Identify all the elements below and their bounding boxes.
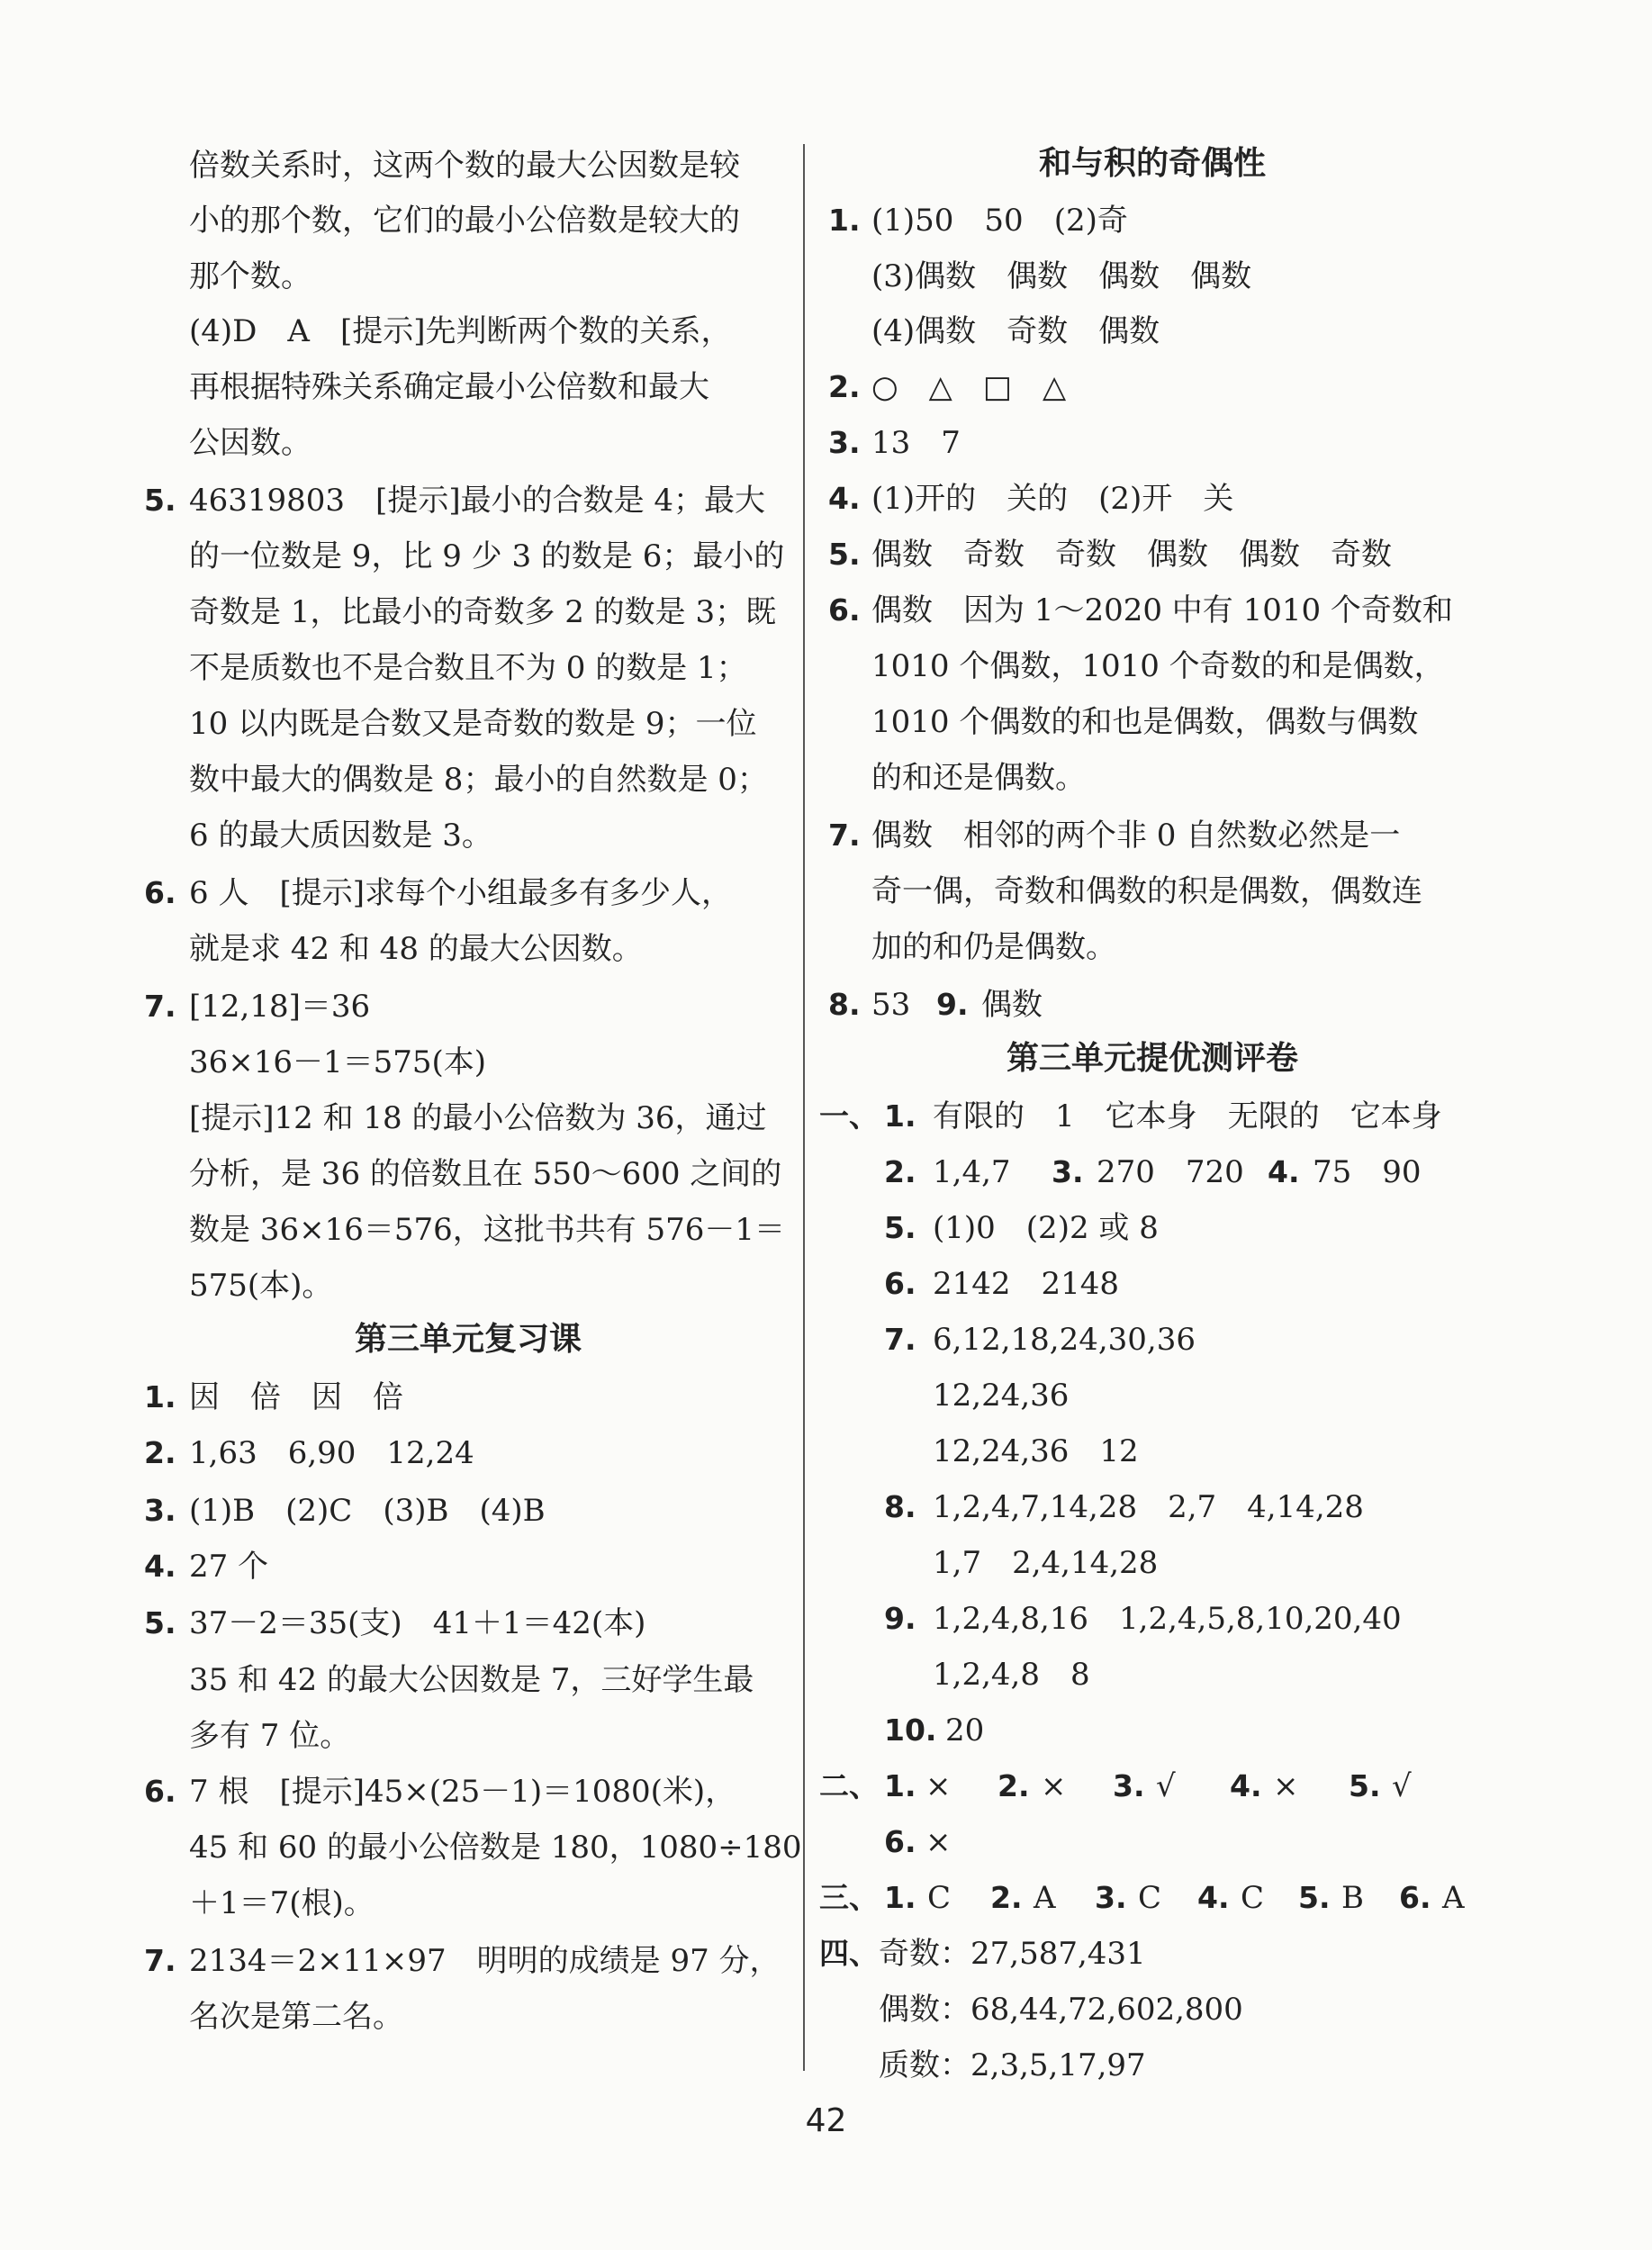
answer-line: 数中最大的偶数是 8；最小的自然数是 0；	[189, 762, 768, 798]
answer-line: 就是求 42 和 48 的最大公因数。	[189, 931, 643, 967]
answer-line: 1,7 2,4,14,28	[933, 1545, 1159, 1581]
answer-line: [12,18]＝36	[189, 989, 371, 1025]
question-number: 6.	[1399, 1880, 1431, 1915]
question-number: 3.	[1113, 1768, 1145, 1803]
answer-line: 偶数：68,44,72,602,800	[879, 1992, 1243, 2028]
answer-line: 1,2,4,8 8	[933, 1657, 1090, 1693]
question-number: 4.	[828, 481, 861, 516]
answer-line: 偶数	[981, 987, 1043, 1023]
question-number: 6.	[144, 875, 176, 910]
answer-line: 75 90	[1313, 1154, 1422, 1190]
question-number: 8.	[828, 987, 861, 1022]
answer-line: (1)开的 关的 (2)开 关	[871, 481, 1234, 517]
answer-line: 1,2,4,7,14,28 2,7 4,14,28	[933, 1489, 1364, 1525]
answer-line: 分析，是 36 的倍数且在 550～600 之间的	[189, 1156, 782, 1192]
answer-line: 53	[871, 987, 911, 1023]
answer-line: [提示]12 和 18 的最小公倍数为 36，通过	[189, 1100, 767, 1136]
answer-line: 奇一偶，奇数和偶数的积是偶数，偶数连	[871, 873, 1422, 909]
answer-line: ＋1＝7(根)。	[189, 1885, 375, 1921]
answer-line: 6,12,18,24,30,36	[933, 1322, 1196, 1358]
answer-line: 46319803 [提示]最小的合数是 4；最大	[189, 483, 766, 519]
answer-mark: ×	[1273, 1768, 1299, 1804]
question-number: 2.	[828, 369, 861, 404]
answer-line: (3)偶数 偶数 偶数 偶数	[871, 258, 1252, 294]
answer-mark: ×	[925, 1824, 952, 1860]
answer-mark: ×	[925, 1768, 952, 1804]
question-number: 3.	[144, 1493, 176, 1528]
question-number: 1.	[144, 1379, 176, 1414]
answer-line: 偶数 因为 1～2020 中有 1010 个奇数和	[871, 592, 1453, 628]
answer-choice: C	[1138, 1880, 1162, 1916]
answer-line: (1)B (2)C (3)B (4)B	[189, 1493, 546, 1529]
answer-line: 2142 2148	[933, 1266, 1120, 1302]
question-number: 6.	[884, 1824, 916, 1859]
question-number: 5.	[884, 1210, 916, 1245]
answer-choice: C	[927, 1880, 952, 1916]
answer-line: (1)50 50 (2)奇	[871, 203, 1128, 239]
question-number: 1.	[884, 1098, 916, 1134]
text-line: 再根据特殊关系确定最小公倍数和最大	[189, 369, 709, 405]
answer-mark: ×	[1041, 1768, 1067, 1804]
answer-line: (1)0 (2)2 或 8	[933, 1210, 1159, 1246]
question-number: 7.	[828, 818, 861, 853]
question-number: 7.	[884, 1322, 916, 1357]
question-number: 1.	[884, 1768, 916, 1803]
text-line: 倍数关系时，这两个数的最大公因数是较	[189, 148, 740, 184]
question-number: 3.	[1052, 1154, 1084, 1189]
answer-line: 575(本)。	[189, 1268, 333, 1304]
answer-line: 1,2,4,8,16 1,2,4,5,8,10,20,40	[933, 1601, 1402, 1637]
answer-line: ○ △ □ △	[871, 369, 1067, 405]
answer-line: 名次是第二名。	[189, 1999, 403, 2035]
part-label: 四、	[819, 1936, 879, 1971]
question-number: 6.	[884, 1266, 916, 1301]
text-line: 公因数。	[189, 425, 311, 461]
answer-line: 20	[945, 1712, 985, 1748]
answer-line: 2134＝2×11×97 明明的成绩是 97 分，	[189, 1943, 781, 1979]
page-number: 42	[805, 2102, 847, 2139]
answer-line: 奇数：27,587,431	[879, 1936, 1146, 1972]
question-number: 2.	[990, 1880, 1023, 1915]
answer-line: 27 个	[189, 1549, 269, 1585]
question-number: 1.	[828, 203, 861, 238]
question-number: 9.	[884, 1601, 916, 1636]
section-heading: 第三单元复习课	[354, 1321, 582, 1358]
answer-line: 不是质数也不是合数且不为 0 的数是 1；	[189, 650, 747, 686]
question-number: 3.	[828, 425, 861, 460]
answer-line: 1,63 6,90 12,24	[189, 1435, 474, 1471]
question-number: 6.	[828, 592, 861, 628]
answer-line: 数是 36×16＝576，这批书共有 576－1＝	[189, 1212, 786, 1248]
question-number: 4.	[144, 1549, 176, 1584]
text-line: (4)D A [提示]先判断两个数的关系，	[189, 313, 732, 349]
answer-choice: C	[1241, 1880, 1265, 1916]
answer-line: (4)偶数 奇数 偶数	[871, 313, 1160, 349]
question-number: 6.	[144, 1774, 176, 1809]
part-label: 三、	[819, 1880, 879, 1915]
question-number: 5.	[828, 537, 861, 572]
answer-line: 12,24,36 12	[933, 1433, 1139, 1469]
text-line: 小的那个数，它们的最小公倍数是较大的	[189, 203, 740, 239]
answer-line: 36×16－1＝575(本)	[189, 1044, 487, 1080]
column-divider	[803, 144, 805, 2071]
question-number: 2.	[884, 1154, 916, 1189]
part-label: 二、	[819, 1768, 879, 1803]
section-heading: 和与积的奇偶性	[1038, 145, 1266, 182]
question-number: 1.	[884, 1880, 916, 1915]
answer-choice: A	[1442, 1880, 1465, 1916]
answer-choice: A	[1034, 1880, 1056, 1916]
question-number: 2.	[144, 1435, 176, 1470]
answer-line: 有限的 1 它本身 无限的 它本身	[933, 1098, 1442, 1134]
answer-line: 10 以内既是合数又是奇数的数是 9；一位	[189, 706, 757, 742]
question-number: 5.	[144, 483, 176, 518]
section-heading: 第三单元提优测评卷	[1006, 1040, 1298, 1077]
answer-line: 加的和仍是偶数。	[871, 929, 1116, 965]
answer-line: 12,24,36	[933, 1378, 1070, 1414]
answer-choice: B	[1341, 1880, 1364, 1916]
answer-line: 奇数是 1，比最小的奇数多 2 的数是 3；既	[189, 594, 777, 630]
answer-line: 45 和 60 的最小公倍数是 180，1080÷180	[189, 1830, 802, 1866]
answer-line: 13 7	[871, 425, 961, 461]
part-label: 一、	[819, 1098, 879, 1134]
question-number: 8.	[884, 1489, 916, 1524]
answer-line: 的和还是偶数。	[871, 760, 1086, 796]
question-number: 5.	[144, 1605, 176, 1640]
question-number: 10.	[884, 1712, 937, 1748]
answer-line: 多有 7 位。	[189, 1718, 351, 1754]
answer-line: 1010 个偶数，1010 个奇数的和是偶数，	[871, 648, 1445, 684]
question-number: 4.	[1197, 1880, 1230, 1915]
question-number: 2.	[998, 1768, 1030, 1803]
answer-line: 37－2＝35(支) 41＋1＝42(本)	[189, 1605, 646, 1641]
answer-line: 因 倍 因 倍	[189, 1379, 403, 1415]
question-number: 7.	[144, 1943, 176, 1978]
text-line: 那个数。	[189, 258, 311, 294]
question-number: 7.	[144, 989, 176, 1024]
answer-line: 偶数 奇数 奇数 偶数 偶数 奇数	[871, 537, 1392, 573]
question-number: 9.	[936, 987, 969, 1022]
answer-line: 6 人 [提示]求每个小组最多有多少人，	[189, 875, 732, 911]
answer-line: 35 和 42 的最大公因数是 7，三好学生最	[189, 1662, 754, 1698]
answer-line: 1010 个偶数的和也是偶数，偶数与偶数	[871, 704, 1419, 740]
question-number: 5.	[1298, 1880, 1331, 1915]
answer-line: 的一位数是 9，比 9 少 3 的数是 6；最小的	[189, 538, 785, 574]
question-number: 4.	[1268, 1154, 1300, 1189]
answer-line: 270 720	[1097, 1154, 1244, 1190]
answer-line: 偶数 相邻的两个非 0 自然数必然是一	[871, 818, 1401, 854]
answer-line: 6 的最大质因数是 3。	[189, 818, 492, 854]
question-number: 5.	[1349, 1768, 1381, 1803]
answer-mark: √	[1156, 1768, 1176, 1804]
question-number: 3.	[1095, 1880, 1127, 1915]
question-number: 4.	[1230, 1768, 1262, 1803]
answer-line: 7 根 [提示]45×(25－1)＝1080(米)，	[189, 1774, 736, 1810]
answer-mark: √	[1392, 1768, 1412, 1804]
answer-line: 质数：2,3,5,17,97	[879, 2047, 1146, 2083]
answer-line: 1,4,7	[933, 1154, 1011, 1190]
